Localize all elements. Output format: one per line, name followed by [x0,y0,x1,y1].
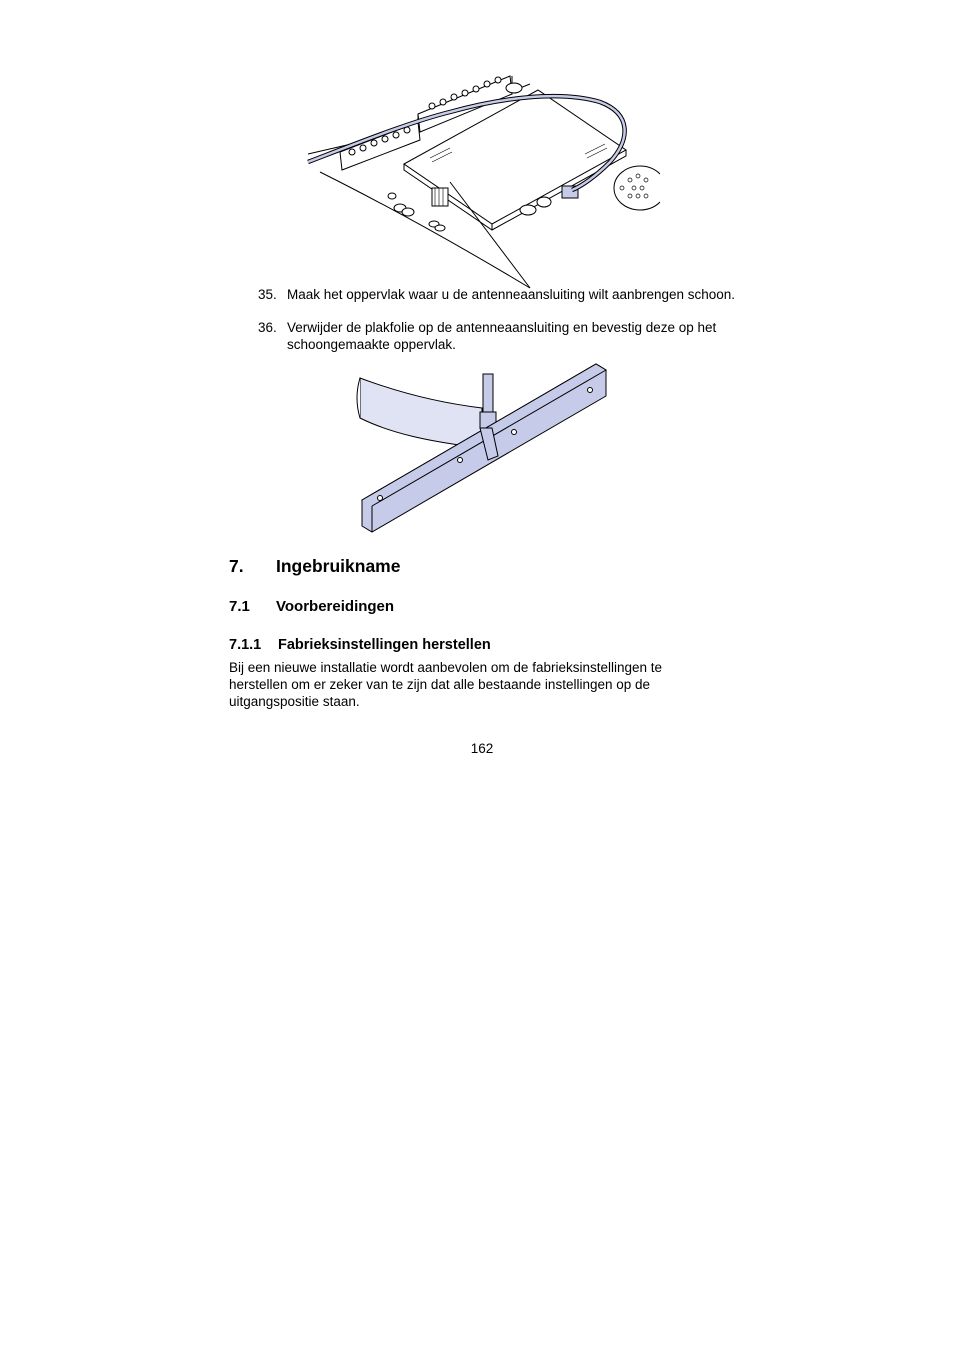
body-paragraph: Bij een nieuwe installatie wordt aanbevolen om de fabrieksinstellingen te herstellen om er zeker van te zijn dat alle bestaande instellingen op de uitgangspositie staan. [229,660,663,709]
step-number: 35. [258,287,277,302]
subsubsection-title: Fabrieksinstellingen herstellen [278,637,491,653]
step-text: Verwijder de plakfolie op de antenneaansluiting en bevestig deze op het schoongemaakte oppervlak. [287,320,717,352]
section-number: 7. [229,556,244,576]
circuit-board-illustration [300,62,660,294]
subsection-number: 7.1 [229,598,250,615]
step-text: Maak het oppervlak waar u de antenneaansluiting wilt aanbrengen schoon. [287,287,736,302]
subsection-title: Voorbereidingen [276,598,395,615]
step-number: 36. [258,320,277,335]
section-title: Ingebruikname [276,556,401,576]
page-number: 162 [470,741,494,756]
antenna-connector-illustration [352,360,614,536]
subsubsection-number: 7.1.1 [229,637,262,653]
